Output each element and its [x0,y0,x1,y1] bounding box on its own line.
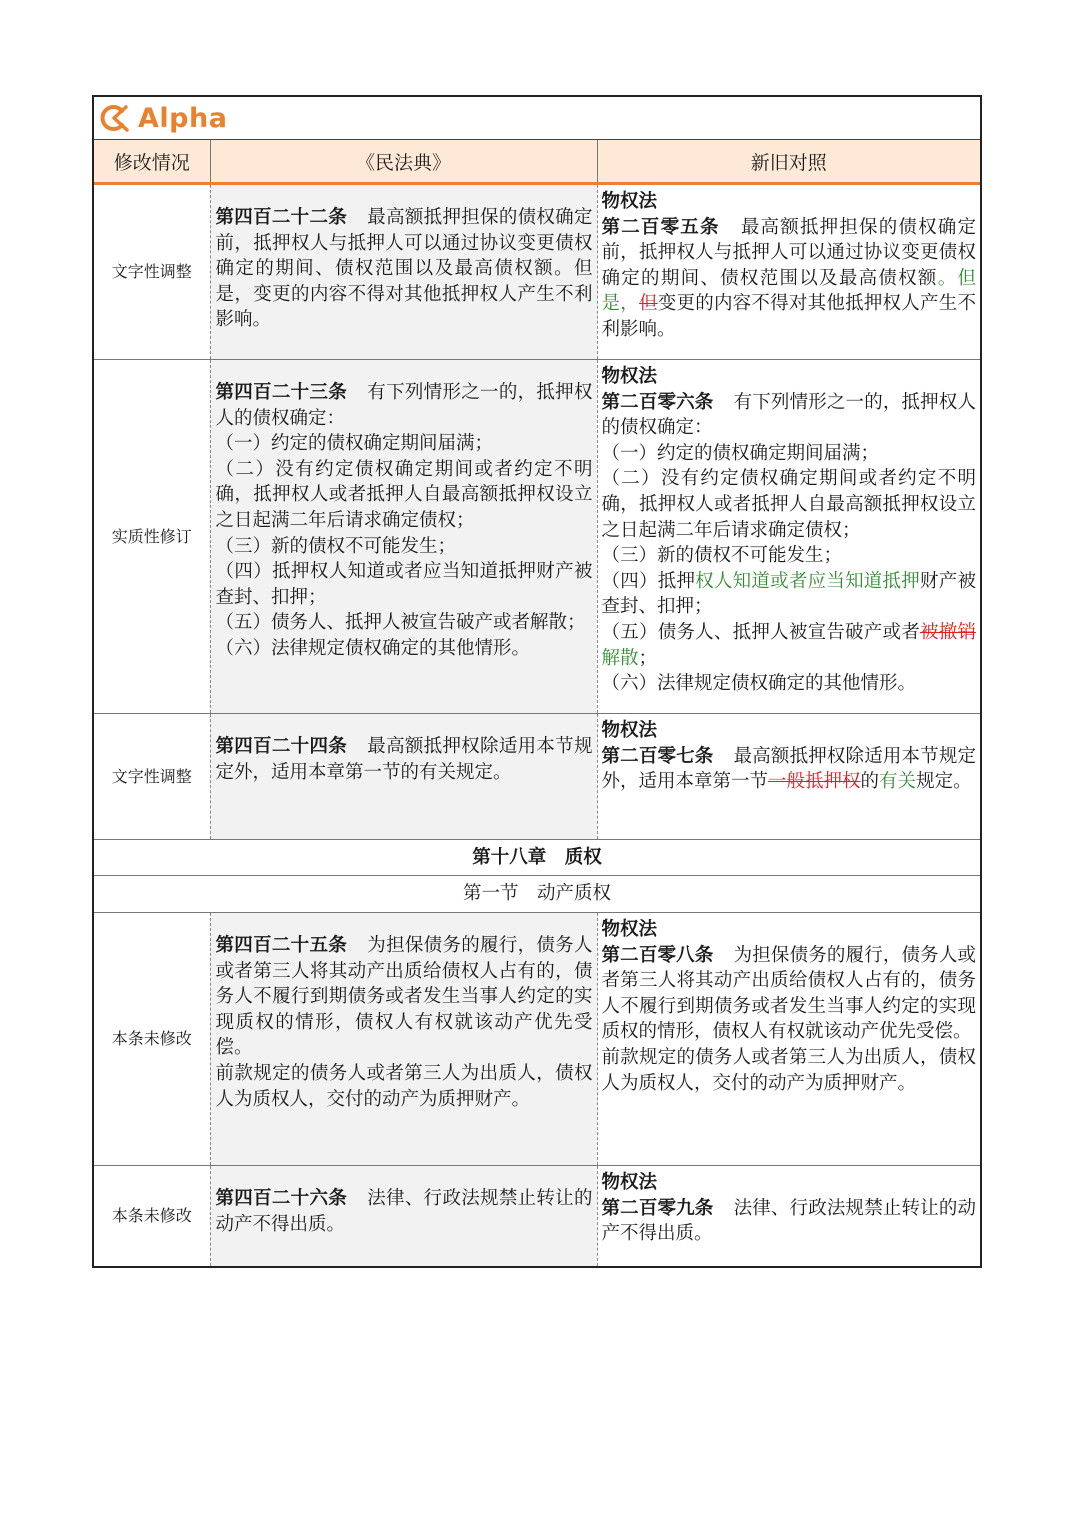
article-paragraph: 前款规定的债务人或者第三人为出质人，债权人为质权人，交付的动产为质押财产。 [215,1062,593,1110]
article-text: 法律、行政法规禁止转让的动产不得出质。 [215,1188,593,1235]
list-item: （二）没有约定债权确定期间或者约定不明确，抵押权人或者抵押人自最高额抵押权设立之日起满二年后请求确定债权； [601,468,976,541]
table-row [94,360,980,714]
list-item: （六）法律规定债权确定的其他情形。 [601,673,917,695]
added-text: 。但是， [601,267,976,315]
civil-code-cell [210,360,597,714]
article-title: 第四百二十六条 [215,1188,348,1209]
article-title: 第四百二十四条 [215,736,348,757]
list-item: （六）法律规定债权确定的其他情形。 [215,637,531,659]
article-title: 第四百二十三条 [215,382,348,403]
law-name: 物权法 [601,919,658,940]
article-text: 最高额抵押权除适用本节规定外，适用本章第一节的有关规定。 [215,736,593,783]
law-name: 物权法 [601,366,658,387]
old-law-cell [597,913,980,1166]
status-cell: 文字性调整 [94,184,210,360]
article-text: 为担保债务的履行，债务人或者第三人将其动产出质给债权人占有的，债务人不履行到期债务或者发生当事人约定的实现质权的情形，债权人有权就该动产优先受偿。 [215,935,593,1059]
law-name: 物权法 [601,191,658,212]
status-cell: 实质性修订 [94,360,210,714]
old-law-cell [597,360,980,714]
article-text: 法律、行政法规禁止转让的动产不得出质。 [601,1197,976,1245]
header-comparison: 新旧对照 [597,140,980,184]
item-text: （四）抵押 [601,570,696,592]
item-text: 财产被查封、扣押； [601,570,976,618]
article-title: 第二百零八条 [601,944,714,966]
chapter-row [94,840,980,876]
logo-bar [94,97,980,140]
item-text: （五）债务人、抵押人被宣告破产或者 [601,621,920,643]
list-item: （三）新的债权不可能发生； [601,545,843,567]
law-name: 物权法 [601,1172,658,1193]
deleted-text: 被撤销 [920,621,976,643]
article-title: 第二百零七条 [601,745,714,767]
list-item: （一）约定的债权确定期间届满； [601,442,880,464]
list-item [602,620,977,671]
item-text: ； [638,647,658,669]
alpha-logo-icon [100,103,130,133]
section-row [94,876,980,913]
civil-code-cell [210,1166,597,1266]
comparison-table [94,140,980,1266]
logo-text: Alpha [138,102,228,134]
article-paragraph: 前款规定的债务人或者第三人为出质人，债权人为质权人，交付的动产为质押财产。 [601,1046,976,1094]
table-row [94,714,980,840]
old-law-cell [597,714,980,840]
article-text: 有下列情形之一的，抵押权人的债权确定： [215,382,593,429]
status-cell: 文字性调整 [94,714,210,840]
article-text: 规定。 [916,771,972,793]
list-item [602,569,977,620]
civil-code-cell [210,913,597,1166]
article-title: 第四百二十五条 [215,935,348,956]
law-name: 物权法 [601,720,658,741]
article-title: 第四百二十二条 [215,207,348,228]
civil-code-cell [210,714,597,840]
status-cell: 本条未修改 [94,1166,210,1266]
list-item: （二）没有约定债权确定期间或者约定不明确，抵押权人或者抵押人自最高额抵押权设立之日起满二年后请求确定债权； [215,458,593,531]
article-title: 第二百零九条 [601,1197,714,1219]
table-row [94,184,980,360]
list-item: （四）抵押权人知道或者应当知道抵押财产被查封、扣押； [215,561,593,608]
header-status: 修改情况 [94,140,210,184]
article-text: 最高额抵押权除适用本节规定外，适用本章第一节 [601,745,976,793]
civil-code-cell [210,184,597,360]
list-item: （五）债务人、抵押人被宣告破产或者解散； [215,612,586,634]
deleted-text: 一般抵押权 [768,771,861,793]
table-row [94,913,980,1166]
table-row [94,1166,980,1266]
article-text: 的 [860,771,880,793]
article-text: 最高额抵押担保的债权确定前，抵押权人与抵押人可以通过协议变更债权确定的期间、债权范围以及最高债权额。但是，变更的内容不得对其他抵押权人产生不利影响。 [215,207,593,331]
header-civil-code: 《民法典》 [210,140,597,184]
article-text: 变更的内容不得对其他抵押权人产生不利影响。 [601,293,976,340]
article-title: 第二百零五条 [601,216,720,238]
comparison-document [92,95,982,1268]
article-text: 有下列情形之一的，抵押权人的债权确定： [601,391,976,439]
table-header [94,140,980,184]
list-item: （三）新的债权不可能发生； [215,535,457,557]
added-text: 有关 [879,771,917,793]
deleted-text: 但 [638,293,658,315]
old-law-cell [597,1166,980,1266]
list-item: （一）约定的债权确定期间届满； [215,433,494,455]
chapter-title: 第十八章 质权 [94,840,980,876]
status-cell: 本条未修改 [94,913,210,1166]
added-text: 权人知道或者应当知道抵押 [695,570,921,592]
added-text: 解散 [601,647,639,669]
article-text: 为担保债务的履行，债务人或者第三人将其动产出质给债权人占有的，债务人不履行到期债务或者发生当事人约定的实现质权的情形，债权人有权就该动产优先受偿。 [601,944,976,1043]
article-title: 第二百零六条 [601,391,714,413]
old-law-cell [597,184,980,360]
section-title: 第一节 动产质权 [94,876,980,913]
article-text: 最高额抵押担保的债权确定前，抵押权人与抵押人可以通过协议变更债权确定的期间、债权范围以及最高债权额 [601,216,976,289]
